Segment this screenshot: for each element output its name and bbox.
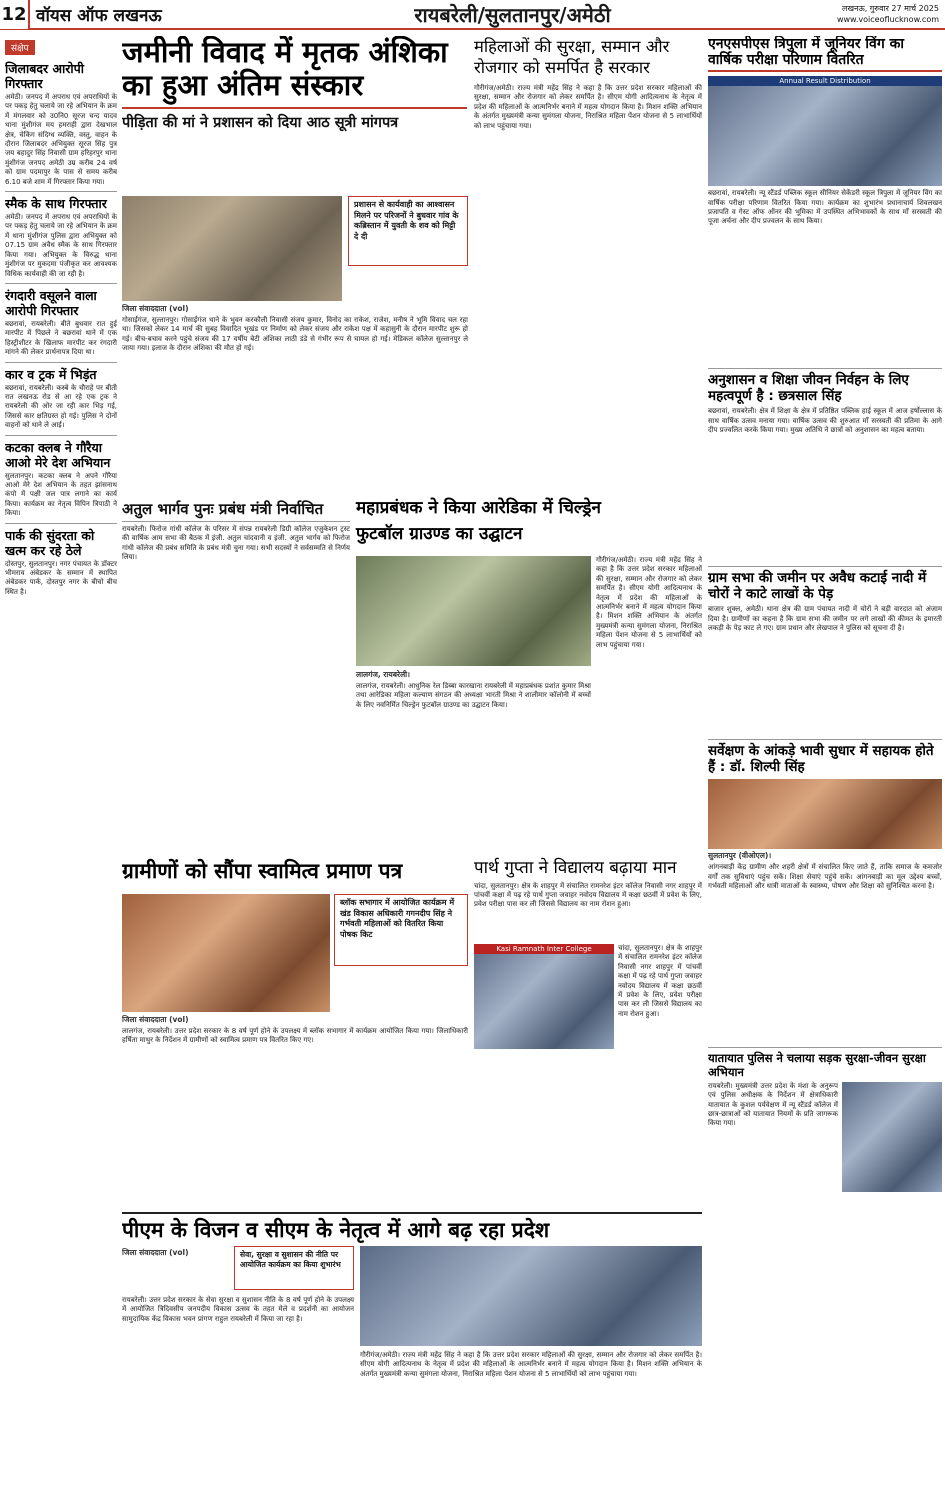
story-headline: जमीनी विवाद में मृतक अंशिका bbox=[122, 36, 448, 69]
story-land-dispute bbox=[122, 36, 467, 132]
story-women-safety bbox=[474, 36, 702, 484]
road-safety-row bbox=[708, 1082, 942, 1252]
story-body: गोसाईंगंज, सुल्तानपुर। गोसाईंगंज थाने के भुवन करकौली निवासी संजय कुमार, विनोद का राकेश, राजेश, मनीष ने भूमि विवाद चल रहा था। जिसको लेकर 14 मार्च की सुबह विवादित भूखंड पर निर्माण को लेकर संजय और राकेश पक्ष में कहासुनी के दौरान मारपीट शुरू हो गई। बीच-बचाव करने पहुंचे संजय की 17 वर्षीय बेटी अंशिका लाठी डंडे से गंभीर रूप से घायल हो गई। मेडिकल कॉलेज सुल्तानपुर ले जाया गया। इलाज के दौरान अंशिका की मौत हो गई। bbox=[122, 316, 468, 353]
story-parth bbox=[474, 859, 702, 942]
brief-headline: स्मैक के साथ गिरफ्तार bbox=[5, 196, 107, 212]
story-swamitva bbox=[122, 859, 468, 883]
story-body: बछरावां, रायबरेली। न्यू स्टैंडर्ड पब्लिक स्कूल सीनियर सेकेंडरी स्कूल त्रिपुला में जूनियर विंग का वार्षिक परीक्षा परिणाम वितरित किया गया। कार्यक्रम का शुभारंभ प्रधानाचार्य शिवलखन प्रजापति व गेस्ट ऑफ ऑनर की भूमिका में उपस्थित अभिभावकों के साथ माँ सरस्वती की पूजा अर्चना और दीप प्रज्वलन के साथ किया। bbox=[708, 189, 942, 226]
story-body: बछरावां, रायबरेली। क्षेत्र में शिक्षा के क्षेत्र में प्रतिष्ठित पब्लिक हाई स्कूल में आज हर्षोल्लास के साथ वार्षिक उत्सव मनाया गया। वार्षिक उत्सव की शुरुआत माँ सरस्वती की प्रतिमा के आगे दीप प्रज्वलित करके किया गया। मुख्य अतिथि ने छात्रों को अनुशासन का महत्व बताया। bbox=[708, 407, 942, 435]
highlight-box: सेवा, सुरक्षा व सुशासन की नीति पर आयोजित कार्यक्रम का किया शुभारंभ bbox=[234, 1246, 354, 1290]
story-headline: महिलाओं की सुरक्षा, सम्मान और रोजगार को समर्पित है सरकार bbox=[474, 37, 670, 77]
divider bbox=[5, 523, 117, 524]
photo-caption: लालगंज, रायबरेली। bbox=[356, 670, 410, 679]
brief-item bbox=[5, 288, 117, 358]
brief-item bbox=[5, 440, 117, 519]
story-photo bbox=[708, 76, 942, 186]
brief-body: बछरावां, रायबरेली। कस्बे के चौराहे पर बीती रात लखनऊ रोड से आ रहे एक ट्रक ने रायबरेली की ओर जा रही कार भिड़ गई, जिससे कार क्षतिग्रस्त हो गई। पुलिस ने दोनों वाहनों को थाने ले आई। bbox=[5, 383, 117, 430]
story-nsps bbox=[708, 36, 942, 364]
page-number: 12 bbox=[0, 0, 30, 29]
story-body: बाजार शुक्ल, अमेठी। थाना क्षेत्र की ग्राम पंचायत नादी में चोरों ने बड़ी वारदात को अंजाम दिया है। ग्रामीणों का कहना है कि ग्राम सभा की जमीन पर लगे लाखों की कीमत के इमारती लकड़ी के पेड़ काट ले गए। ग्राम प्रधान और लेखपाल ने पुलिस को सूचना दी है। bbox=[708, 605, 942, 633]
brief-column bbox=[5, 36, 117, 1496]
brief-item bbox=[5, 528, 117, 598]
brief-headline: रंगदारी वसूलने वाला आरोपी गिरफ्तार bbox=[5, 287, 97, 318]
story-road-safety bbox=[708, 1052, 942, 1251]
story-headline: अतुल भार्गव पुनः प्रबंध मंत्री निर्वाचित bbox=[122, 499, 350, 522]
story-headline: पार्थ गुप्ता ने विद्यालय बढ़ाया मान bbox=[474, 858, 677, 878]
story-body: आंगनबाड़ी केंद्र ग्रामीण और शहरी क्षेत्रों में संचालित किए जाते हैं, ताकि समाज के कमजोर वर्गों तक सुविधाएं पहुंच सकें। शिक्षा सेवाएं पहुंचे सकें। आंगनबाड़ी का मूल उद्देश्य बच्चों, गर्भवती महिलाओं और धात्री माताओं के स्वास्थ्य, पोषण और शिक्षा को सुनिश्चित करना है। bbox=[708, 863, 942, 891]
photo-caption: जिला संवाददाता (vol) bbox=[122, 1248, 189, 1257]
story-photo bbox=[842, 1082, 942, 1192]
story-gram-sabha bbox=[708, 571, 942, 735]
story-body: चांदा, सुलतानपुर। क्षेत्र के शाहपुर में संचालित रामनरेश इंटर कॉलेज निवासी नगर शाहपुर में पांचवीं कक्षा में पढ़ रहे पार्थ गुप्ता जवाहर नवोदय विद्यालय में कक्षा छठवीं में प्रवेश के लिए, प्रवेश परीक्षा पास कर ली जिससे विद्यालय का नाम रोशन हुआ। bbox=[474, 881, 702, 909]
story-body: गौरीगंज/अमेठी। राज्य मंत्री महेंद्र सिंह ने कहा है कि उत्तर प्रदेश सरकार महिलाओं की सुरक्षा, सम्मान और रोजगार को लेकर समर्पित है। सीएम योगी आदित्यनाथ के नेतृत्व में प्रदेश की महिलाओं के आत्मनिर्भर बनाने में महत्व योगदान किया है। मिशन शक्ति अभियान के अंतर्गत मुख्यमंत्री कन्या सुमंगला योजना, निराश्रित महिला पेंशन योजना से 5 लाभार्थियों को लाभ पहुंचाया गया। bbox=[360, 1351, 702, 1378]
divider bbox=[708, 368, 942, 369]
brief-body: अमेठी। जनपद में अपराध एवं अपराधियों के पर पकड़ हेतु चलाये जा रहे अभियान के क्रम में मंगलवार को उ0नि0 सूरज चन्द यादव थाना मुंशीगंज मय हमराही द्वारा देखभाल क्षेत्र, चेकिंग संदिग्ध व्यक्ति, वस्तु, वाहन के दौरान जिलाबदर अभियुक्त सूरज सिंह पुत्र जय बहादुर सिंह निवासी ग्राम हरिहरपुर थाना मुंशीगंज जनपद अमेठी उम्र करीब 24 वर्ष को ग्राम पदमापुर के पास से समय करीब 6.10 बजे शाम में गिरफ्तार किया गया। bbox=[5, 93, 117, 186]
story-headline: पीएम के विजन व सीएम के नेतृत्व में आगे बढ़ रहा प्रदेश bbox=[122, 1218, 550, 1242]
divider bbox=[708, 1047, 942, 1048]
divider bbox=[708, 739, 942, 740]
story-body: लालगंज, रायबरेली। आधुनिक रेल डिब्बा कारखाना रायबरेली में महाप्रबंधक प्रशांत कुमार मिश्रा तथा आरेडिका महिला कल्याण संगठन की अध्यक्षा भारती मिश्रा ने शालीमार कॉलोनी में बच्चों के लिए नवनिर्मित चिल्ड्रेन फुटबॉल ग्राउण्ड का उद्घाटन किया। bbox=[356, 682, 591, 709]
photo-caption: जिला संवाददाता (vol) bbox=[122, 304, 189, 313]
story-photo bbox=[356, 556, 591, 666]
story-anushasan bbox=[708, 373, 942, 562]
dateline bbox=[725, 3, 945, 25]
photo-caption: सुलतानपुर (वीओएल)। bbox=[708, 851, 772, 861]
brief-item bbox=[5, 367, 117, 431]
brief-body: दोस्तपुर, सुलतानपुर। नगर पंचायत के डॉक्टर भीमराव अंबेडकर के सम्मान में स्थापित अंबेडकर पार्क, दोस्तपुर नगर के बीचो बीच स्थित है। bbox=[5, 559, 117, 596]
divider bbox=[708, 566, 942, 567]
website-url[interactable]: www.voiceoflucknow.com bbox=[836, 15, 939, 24]
story-headline: ग्राम सभा की जमीन पर अवैध कटाई नादी में चोरों ने काटे लाखों के पेड़ bbox=[708, 570, 927, 602]
brief-headline: जिलाबदर आरोपी गिरफ्तार bbox=[5, 61, 84, 91]
story-survey bbox=[708, 744, 942, 1043]
story-photo bbox=[122, 196, 342, 301]
right-column bbox=[708, 36, 942, 1496]
brief-body: सुलतानपुर। कटका क्लब ने अपने गौरैया आओ मेरे देश अभियान के तहत झांसनाथ कंपो में पक्षी जल पात्र लगाने का कार्य किया। कार्यक्रम का नेतृत्व विपिन त्रिपाठी ने किया। bbox=[5, 471, 117, 518]
brief-item bbox=[5, 61, 117, 187]
story-photo bbox=[360, 1246, 702, 1346]
story-body: लालगंज, रायबरेली। उत्तर प्रदेश सरकार के 8 वर्ष पूर्ण होने के उपलक्ष्य में ब्लॉक सभागार में कार्यक्रम आयोजित किया गया। जिलाधिकारी हर्षिता माथुर के निर्देशन में ग्रामीणों को स्वामित्व प्रमाण पत्र वितरित किए गए। bbox=[122, 1027, 468, 1045]
brief-headline: कटका क्लब ने गौरैया आओ मेरे देश अभियान bbox=[5, 439, 111, 470]
story-headline: एनएसपीएस त्रिपुला में जूनियर विंग का वार्षिक परीक्षा परिणाम वितरित bbox=[708, 36, 942, 72]
highlight-box: ब्लॉक सभागार में आयोजित कार्यक्रम में खंड विकास अधिकारी गगनदीप सिंह ने गर्भवती महिलाओं को वितरित किया पोषक किट bbox=[334, 894, 468, 966]
divider bbox=[5, 435, 117, 436]
story-photo bbox=[474, 944, 614, 1049]
divider bbox=[5, 362, 117, 363]
story-headline: महाप्रबंधक ने किया आरेडिका में चिल्ड्रेन bbox=[356, 498, 601, 518]
story-photo bbox=[122, 894, 330, 1012]
story-body: रायबरेली। फिरोज गांधी कॉलेज के परिसर में संपन्न रायबरेली डिग्री कॉलेज एजुकेशन ट्रस्ट की वार्षिक आम सभा की बैठक में इंजी. अतुल चांदवानी व इंजी. अतुल भार्गव को फिरोज गांधी कॉलेज की प्रबंध समिति के प्रबंध मंत्री चुना गया। सभी सदस्यों ने सर्वसम्मति से निर्णय लिया। bbox=[122, 525, 350, 562]
divider bbox=[5, 283, 117, 284]
highlight-box: प्रशासन से कार्यवाही का आश्वासन मिलने पर परिजनों ने बुधवार गांव के कब्रिस्तान में युवती के शव को मिट्टी दे दी bbox=[348, 196, 468, 266]
paper-name: वॉयस ऑफ लखनऊ bbox=[36, 5, 162, 26]
story-body: चांदा, सुलतानपुर। क्षेत्र के शाहपुर में संचालित रामनरेश इंटर कॉलेज निवासी नगर शाहपुर में पांचवीं कक्षा में पढ़ रहे पार्थ गुप्ता जवाहर नवोदय विद्यालय में कक्षा छठवीं में प्रवेश के लिए, प्रवेश परीक्षा पास कर ली जिससे विद्यालय का नाम रोशन हुआ। bbox=[618, 944, 702, 1018]
brief-headline: पार्क की सुंदरता को खत्म कर रहे ठेले bbox=[5, 527, 95, 558]
story-body: गौरीगंज/अमेठी। राज्य मंत्री महेंद्र सिंह ने कहा है कि उत्तर प्रदेश सरकार महिलाओं की सुरक्षा, सम्मान और रोजगार को लेकर समर्पित है। सीएम योगी आदित्यनाथ के नेतृत्व में प्रदेश की महिलाओं के आत्मनिर्भर बनाने में महत्व योगदान किया है। मिशन शक्ति अभियान के अंतर्गत मुख्यमंत्री कन्या सुमंगला योजना, निराश्रित महिला पेंशन योजना से 5 लाभार्थियों को लाभ पहुंचाया गया। bbox=[596, 556, 702, 649]
story-aredika bbox=[356, 499, 702, 544]
photo-banner: Kasi Ramnath Inter College bbox=[474, 944, 614, 954]
story-bhargav bbox=[122, 499, 350, 780]
divider bbox=[5, 191, 117, 192]
brief-tag: संक्षेप bbox=[5, 40, 35, 55]
story-body-continued bbox=[596, 556, 702, 856]
brief-body: अमेठी। जनपद में अपराध एवं अपराधियों के पर पकड़ हेतु चलाये जा रहे अभियान के क्रम में थाना मुंशीगंज पुलिस द्वारा अभियुक्त को 07.15 ग्राम अवैध स्मैक के साथ गिरफ्तार किया गया। अभियुक्त के विरुद्ध थाना मुंशीगंज पर मुकदमा पंजीकृत कर आवश्यक विधिक कार्यवाही की जा रही है। bbox=[5, 213, 117, 278]
story-subhead: पीड़िता की मां ने प्रशासन को दिया आठ सूत्री मांगपत्र bbox=[122, 107, 467, 132]
story-body: गौरीगंज/अमेठी। राज्य मंत्री महेंद्र सिंह ने कहा है कि उत्तर प्रदेश सरकार महिलाओं की सुरक्षा, सम्मान और रोजगार को लेकर समर्पित है। सीएम योगी आदित्यनाथ के नेतृत्व में प्रदेश की महिलाओं के आत्मनिर्भर बनाने में महत्व योगदान किया है। मिशन शक्ति अभियान के अंतर्गत मुख्यमंत्री कन्या सुमंगला योजना, निराश्रित महिला पेंशन योजना से 5 लाभार्थियों को लाभ पहुंचाया गया। bbox=[474, 84, 702, 130]
story-headline: सर्वेक्षण के आंकड़े भावी सुधार में सहायक होते हैं : डॉ. शिल्पी सिंह bbox=[708, 743, 934, 775]
story-headline: ग्रामीणों को सौंपा स्वामित्व प्रमाण पत्र bbox=[122, 859, 403, 883]
photo-banner: Annual Result Distribution bbox=[708, 76, 942, 86]
masthead bbox=[0, 0, 945, 30]
brief-body: बछरावां, रायबरेली। बीते बुधवार रात हुई मारपीट में पिछले ने बछरावां थाने में एक हिस्ट्रीशीटर के खिलाफ मारपीट कर रंगदारी मांगने की लेकर प्रार्थनापत्र दिया था। bbox=[5, 319, 117, 357]
story-headline: फुटबॉल ग्राउण्ड का उद्घाटन bbox=[356, 523, 523, 544]
story-pm-vision bbox=[122, 1212, 702, 1242]
issue-date: लखनऊ, गुरुवार 27 मार्च 2025 bbox=[842, 4, 939, 13]
story-body: रायबरेली। उत्तर प्रदेश सरकार के सेवा सुरक्षा व सुशासन नीति के 8 वर्ष पूर्ण होने के उपलक्ष्य में आयोजित त्रिदिवसीय जनपदीय विकास उत्सव के तहत मेले व प्रदर्शनी का आयोजन सामुदायिक केंद्र विकास भवन प्रांगण राहुल रायबरेली में किया जा रहा है। bbox=[122, 1296, 354, 1323]
brief-headline: कार व ट्रक में भिड़ंत bbox=[5, 366, 97, 382]
brief-item bbox=[5, 196, 117, 279]
story-headline: अनुशासन व शिक्षा जीवन निर्वहन के लिए महत्वपूर्ण है : छत्रसाल सिंह bbox=[708, 372, 909, 404]
section-title: रायबरेली/सुलतानपुर/अमेठी bbox=[414, 2, 611, 27]
story-body: रायबरेली। मुख्यमंत्री उत्तर प्रदेश के मंशा के अनुरूप एवं पुलिस अधीक्षक के निर्देशन में क्षेत्राधिकारी यातायात के कुशल पर्यवेक्षण में न्यू स्टैंडर्ड कॉलेज में छात्र-छात्राओं को यातायात नियमों के प्रति जागरूक किया गया। bbox=[708, 1081, 838, 1128]
main-area bbox=[122, 36, 702, 1496]
photo-caption: जिला संवाददाता (vol) bbox=[122, 1015, 189, 1024]
story-photo bbox=[708, 779, 942, 849]
story-headline: का हुआ अंतिम संस्कार bbox=[122, 68, 364, 103]
story-headline: यातायात पुलिस ने चलाया सड़क सुरक्षा-जीवन सुरक्षा अभियान bbox=[708, 1051, 926, 1079]
